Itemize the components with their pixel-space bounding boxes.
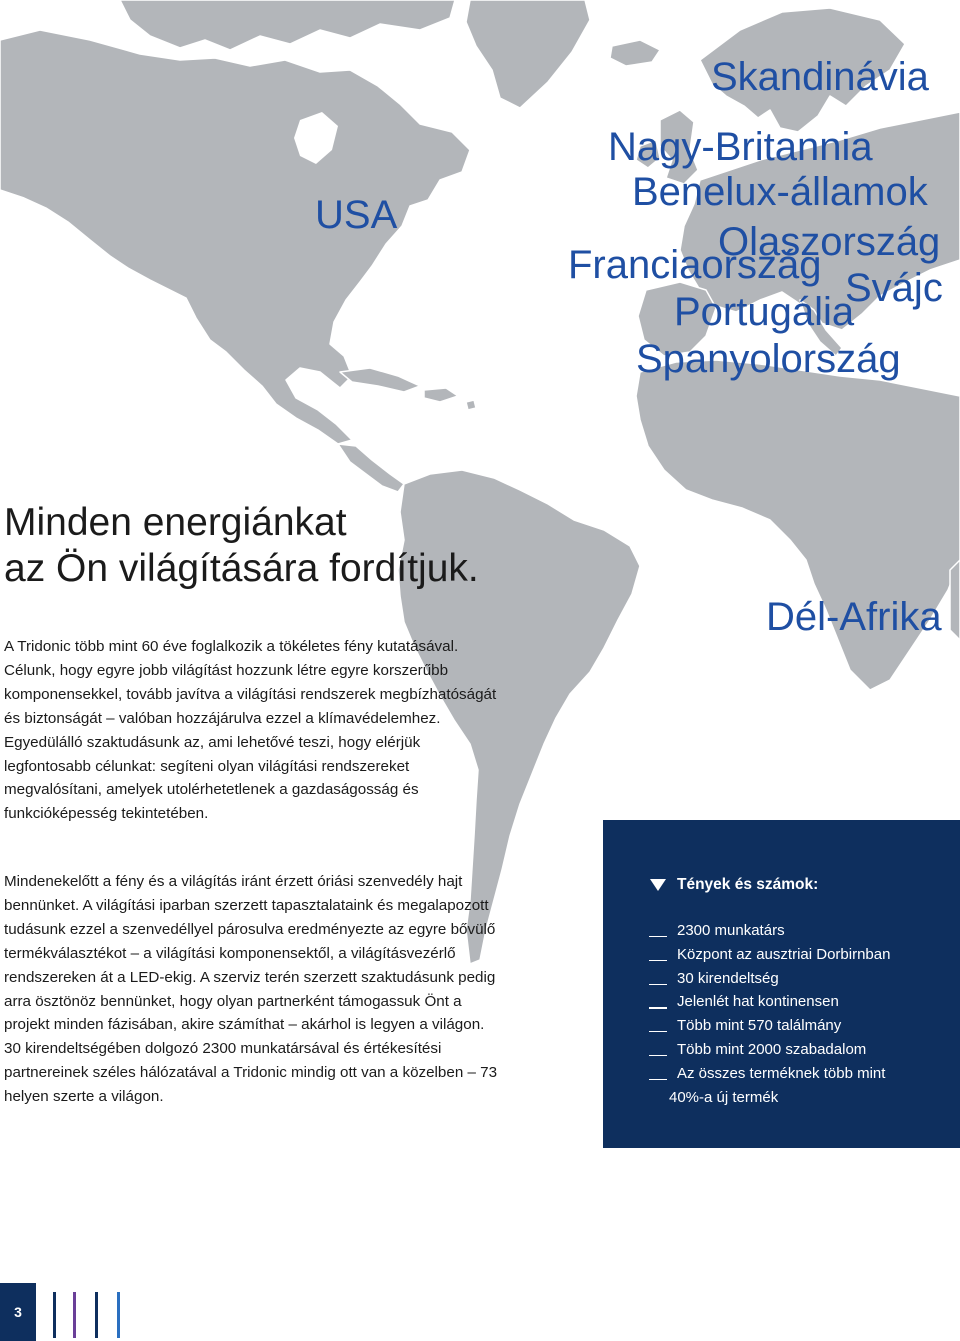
fact-text: Több mint 2000 szabadalom: [677, 1040, 867, 1058]
dash-icon: [649, 936, 667, 937]
madagascar: [950, 560, 960, 640]
region-label-benelux: Benelux-államok: [632, 170, 928, 214]
region-label-franciaorszag: Franciaország: [568, 243, 822, 287]
region-label-svajc: Svájc: [845, 266, 943, 310]
fact-text: Több mint 570 találmány: [677, 1017, 842, 1035]
greenland: [466, 0, 590, 108]
region-label-portugalia: Portugália: [674, 290, 855, 334]
heading-line-2: az Ön világítására fordítjuk.: [4, 547, 479, 590]
facts-title: Tények és számok:: [677, 876, 819, 893]
fact-text: 2300 munkatárs: [677, 922, 785, 939]
region-label-olaszorszag: Olaszország: [718, 220, 941, 264]
page-number: 3: [0, 1283, 36, 1341]
central-america: [338, 444, 404, 492]
heading-line-1: Minden energiánkat: [4, 501, 347, 544]
fact-text: Az összes terméknek több mint: [677, 1064, 886, 1082]
fact-item: [649, 1014, 890, 1038]
fact-item: [649, 1038, 890, 1062]
dash-icon: [649, 1007, 667, 1008]
region-label-spanyolorszag: Spanyolország: [636, 337, 901, 381]
intro-paragraph: A Tridonic több mint 60 éve foglalkozik a tökéletes fény kutatásával. Célunk, hogy egyre jobb világítást hozzunk létre egyre korszerűbb komponensekkel, tovább javítva a világítási rendszerek megbízhatóságát és biztonságát – valóban hozzájárulva ezzel a klímavédelemhez. Egyedülálló szaktudásunk az, ami lehetővé teszi, hogy elérjük legfontosabb célunkat: segíteni olyan világítási rendszereket megvalósítani, amelyek utolérhetetlenek a gazdaságosság és funkcióképesség tekintetében.: [4, 638, 497, 823]
triangle-down-icon: [650, 879, 666, 891]
hispaniola: [424, 388, 458, 402]
arctic-islands: [120, 0, 455, 50]
region-label-skandinavia: Skandinávia: [711, 55, 929, 99]
region-label-nagy-britannia: Nagy-Britannia: [608, 125, 873, 169]
fact-item: [649, 919, 890, 943]
dash-icon: [649, 984, 667, 985]
page-heading: [4, 500, 479, 592]
cuba: [340, 368, 420, 392]
decorative-bar: [73, 1292, 76, 1338]
fact-text: 30 kirendeltség: [677, 969, 779, 987]
dash-icon: [649, 1055, 667, 1056]
dash-icon: [649, 1079, 667, 1080]
caribbean-islands: [466, 400, 476, 410]
fact-text-continued: 40%-a új termék: [669, 1088, 779, 1106]
fact-item: [649, 990, 890, 1014]
dash-icon: [649, 960, 667, 961]
fact-item: [649, 1062, 890, 1110]
fact-item: [649, 943, 890, 967]
fact-item: [649, 967, 890, 991]
decorative-bar: [53, 1292, 56, 1338]
iceland: [610, 40, 660, 66]
fact-text: Központ az ausztriai Dorbirnban: [677, 945, 891, 963]
decorative-bar: [95, 1292, 98, 1338]
decorative-bar: [117, 1292, 120, 1338]
africa: [636, 360, 960, 690]
facts-list: [649, 919, 890, 1109]
passion-paragraph: Mindenekelőtt a fény és a világítás iránt érzett óriási szenvedély hajt bennünket. A világítási iparban szerzett tapasztalataink és megalapozott tudásunk ezzel a szenvedéllyel párosulva eredményezte az egyre bővülő termékválasztékot – a világítási komponensektől, a világításvezérlő rendszereken át a LED-ekig. A szerviz terén szerzett szaktudásunk pedig arra ösztönöz bennünket, hogy olyan partnerként támogassuk Önt a projekt minden fázisában, akire számíthat – akárhol is legyen a világon. 30 kirendeltségében dolgozó 2300 munkatársával és értékesítési partnereinek széles hálózatával a Tridonic mindig ott van a közelben – 73 helyen szerte a világon.: [4, 873, 498, 1106]
fact-text: Jelenlét hat kontinensen: [677, 993, 839, 1011]
region-label-del-afrika: Dél-Afrika: [766, 595, 942, 639]
dash-icon: [649, 1031, 667, 1032]
region-label-usa: USA: [315, 193, 398, 237]
facts-box: [603, 820, 960, 1148]
